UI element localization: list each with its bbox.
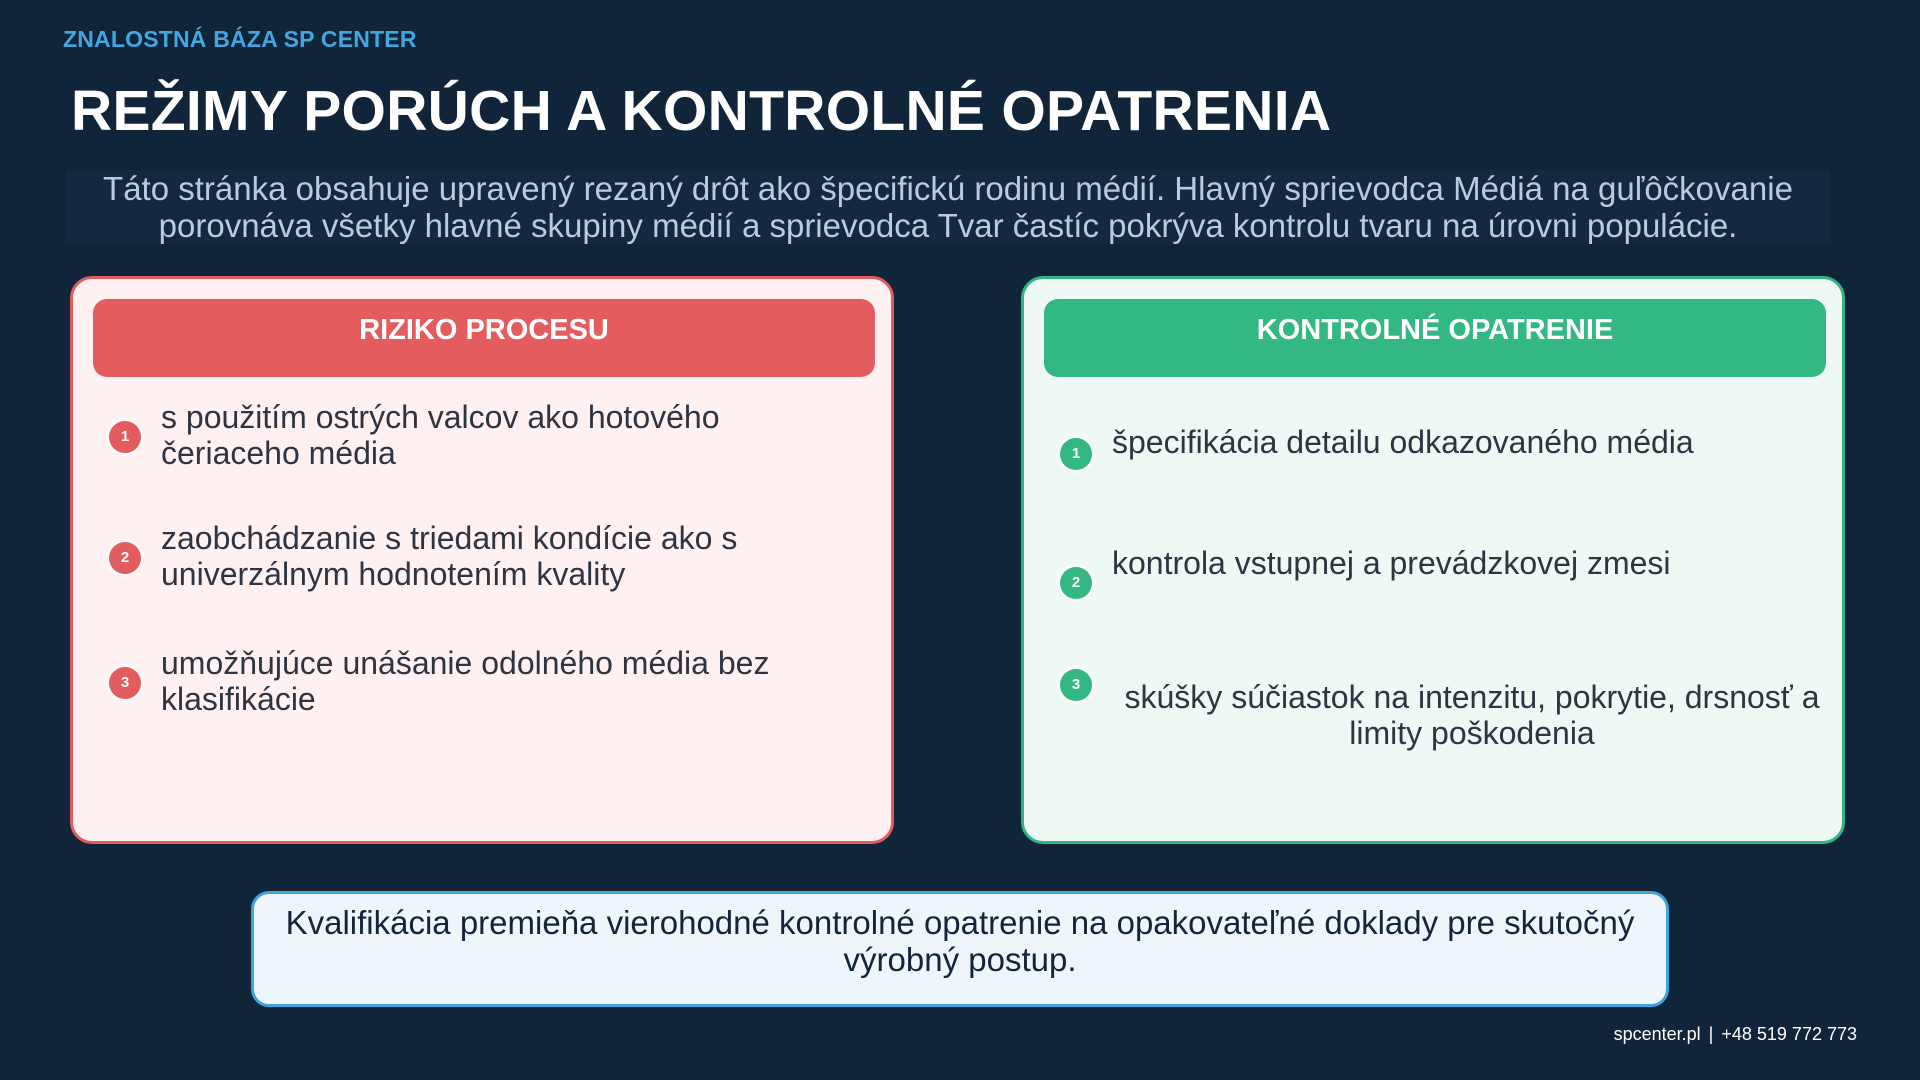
risk-item-number-badge: 3 <box>109 667 141 699</box>
risk-card <box>70 276 894 844</box>
page-title: REŽIMY PORÚCH A KONTROLNÉ OPATRENIA <box>71 79 1332 143</box>
control-item-number-badge: 1 <box>1060 438 1092 470</box>
website-text: spcenter.pl <box>1613 1024 1701 1044</box>
risk-item-number-badge: 1 <box>109 421 141 453</box>
risk-item-text: umožňujúce unášanie odolného média bez klasifikácie <box>161 645 770 717</box>
risk-item-number-badge: 2 <box>109 542 141 574</box>
control-item-text: skúšky súčiastok na intenzitu, pokrytie, drsnosť a limity poškodenia <box>1124 679 1820 751</box>
contact-line <box>1614 1024 1857 1045</box>
phone-text: +48 519 772 773 <box>1721 1024 1857 1044</box>
kicker-label: ZNALOSTNÁ BÁZA SP CENTER <box>63 26 417 52</box>
control-card-title: KONTROLNÉ OPATRENIE <box>1044 299 1826 377</box>
risk-card-title: RIZIKO PROCESU <box>93 299 875 377</box>
control-item-number-badge: 3 <box>1060 669 1092 701</box>
risk-item-text: zaobchádzanie s triedami kondície ako s univerzálnym hodnotením kvality <box>161 520 738 592</box>
control-item-text: špecifikácia detailu odkazovaného média <box>1112 424 1694 460</box>
page-subtitle: Táto stránka obsahuje upravený rezaný drôt ako špecifickú rodinu médií. Hlavný sprievodca Médiá na guľôčkovanie porovnáva všetky hlavné skupiny médií a sprievodca Tvar častíc pokrýva kontrolu tvaru na úrovni populácie. <box>66 170 1830 244</box>
qualification-note: Kvalifikácia premieňa vierohodné kontrolné opatrenie na opakovateľné doklady pre skutočný výrobný postup. <box>251 891 1669 1007</box>
control-card <box>1021 276 1845 844</box>
control-item-number-badge: 2 <box>1060 567 1092 599</box>
risk-item-text: s použitím ostrých valcov ako hotového čeriaceho média <box>161 399 720 471</box>
control-item-text: kontrola vstupnej a prevádzkovej zmesi <box>1112 545 1671 581</box>
separator-text: | <box>1708 1024 1714 1044</box>
